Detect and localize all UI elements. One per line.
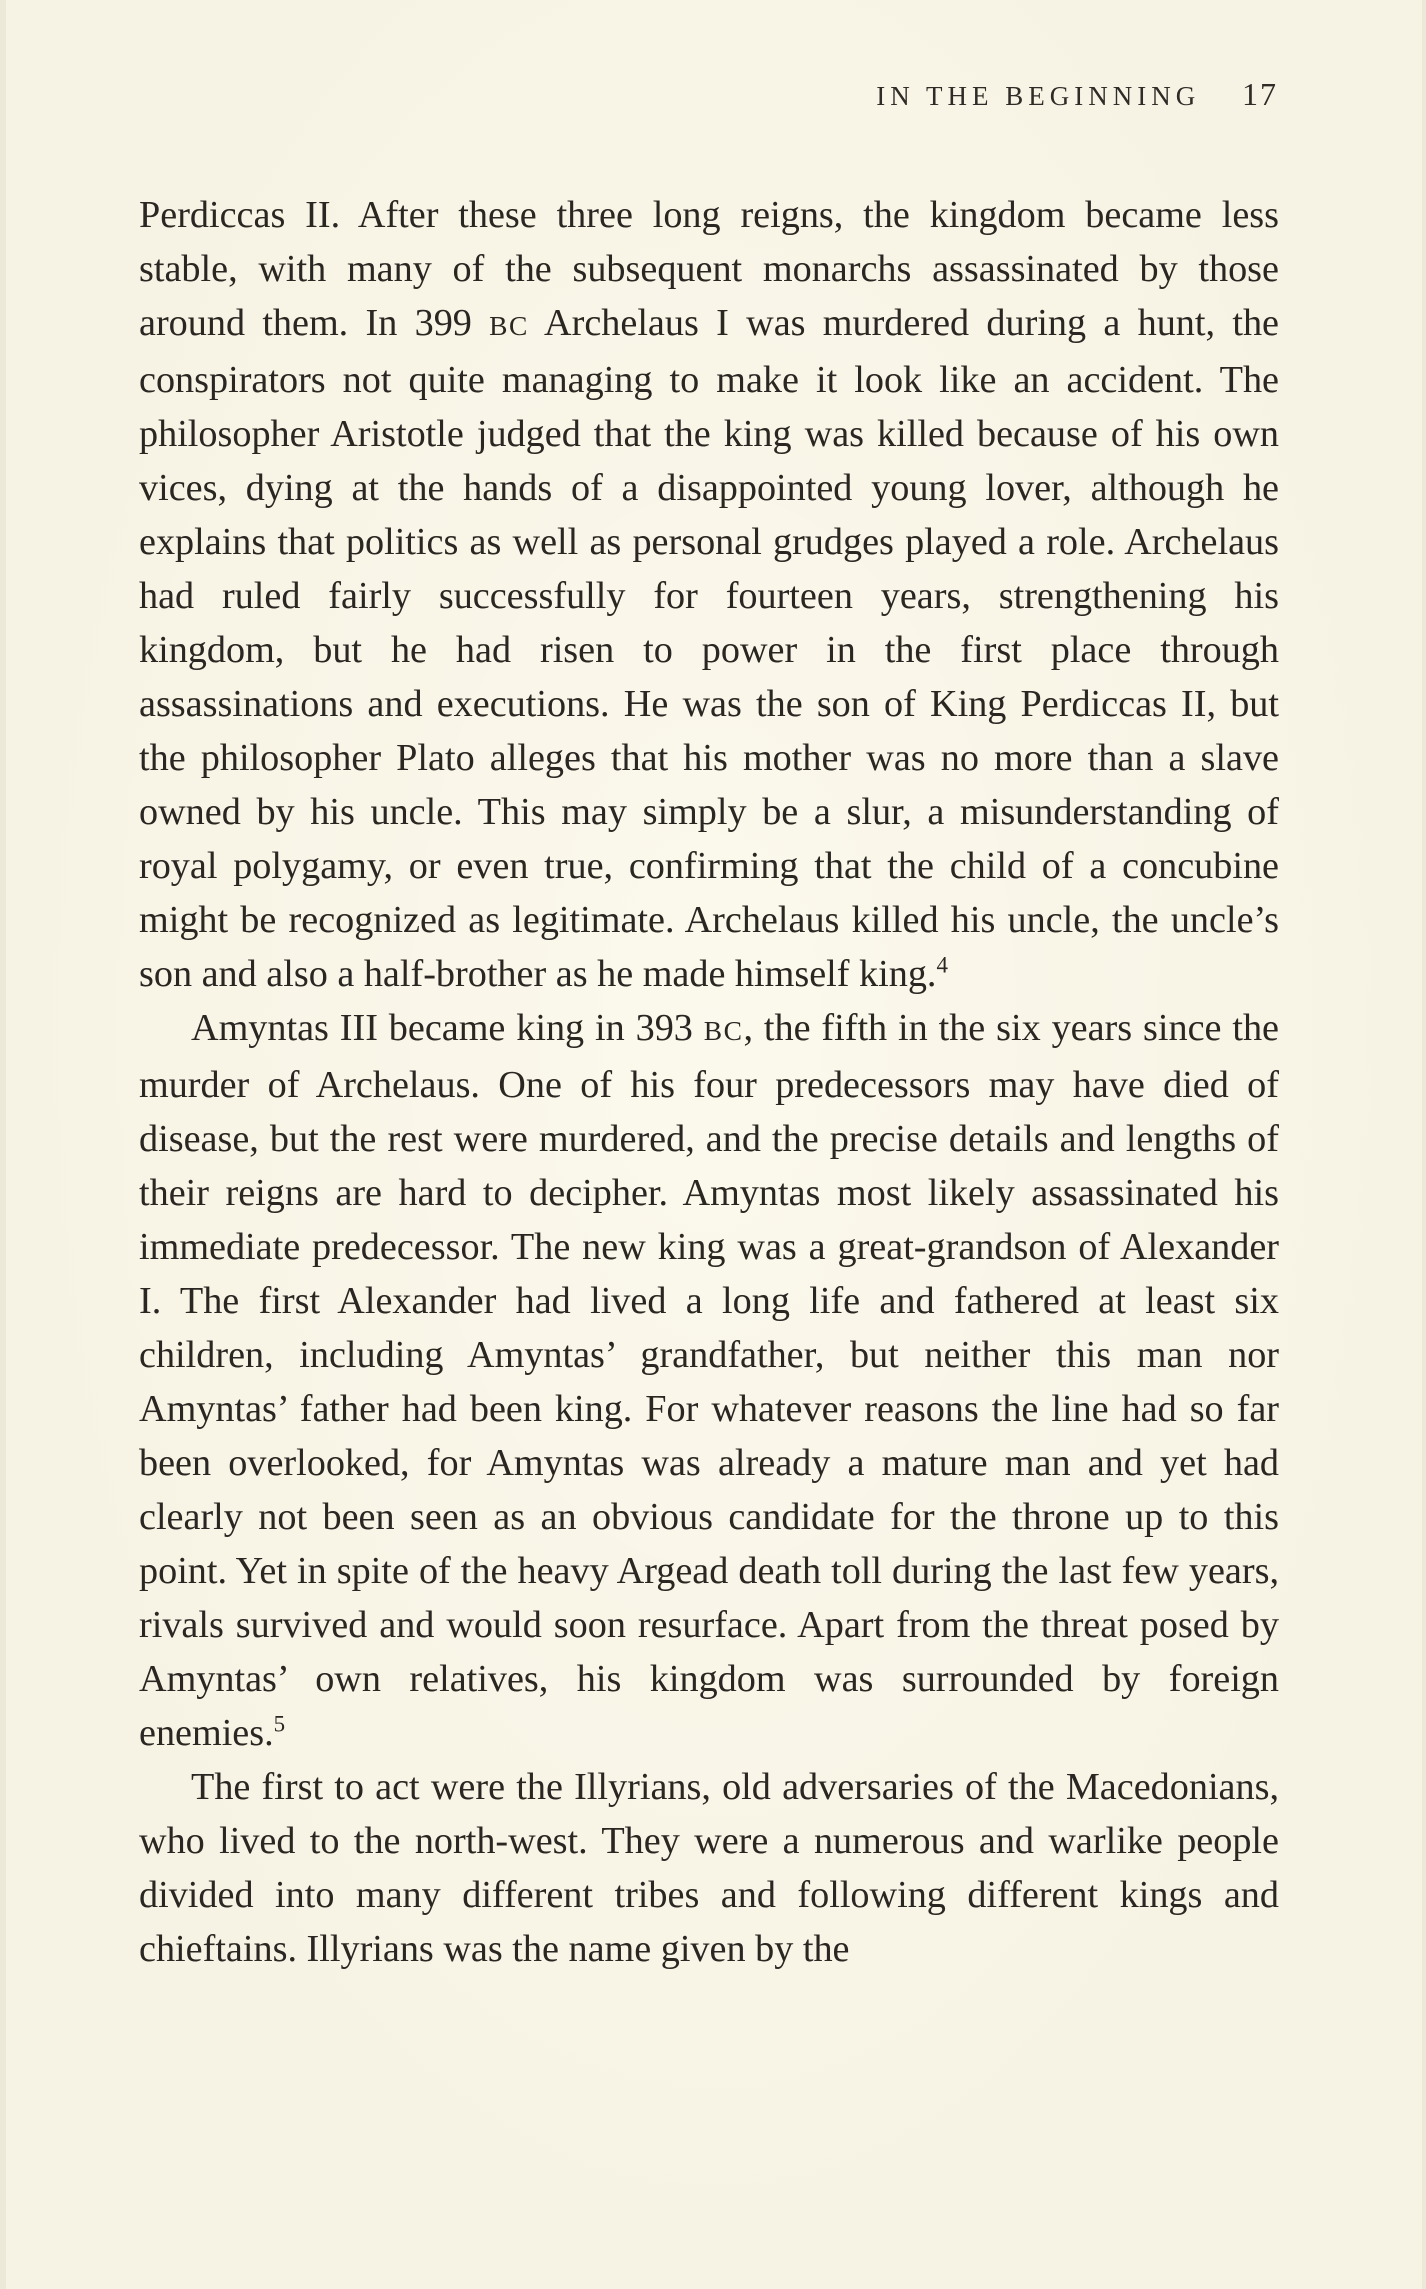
paragraph-1 [139,188,1279,1001]
paragraph-3 [139,1760,1279,1976]
footnote-marker: 4 [936,952,948,978]
running-head-title: IN THE BEGINNING [876,81,1201,111]
scan-shadow-left [0,0,6,2289]
text-segment: The first to act were the Illyrians, old adversaries of the Macedonians, who lived to the north-west. They were a numerous and warlike people divided into many different tribes and following different kings and chieftains. Illyrians was the name given by the [139,1766,1279,1970]
footnote-marker: 5 [273,1711,286,1737]
text-segment: Amyntas III became king in 393 [191,1007,704,1049]
page-number: 17 [1242,76,1278,112]
era-abbreviation: BC [703,1015,744,1046]
paragraph-2 [139,1001,1279,1760]
scan-shadow-right [1422,0,1426,2289]
text-segment: Archelaus I was murdered during a hunt, the conspirators not quite managing to make it look like an accident. The philosopher Aristotle judged that the king was killed because of his own vices, dying at the hands of a disappointed young lover, although he explains that politics as well as personal grudges played a role. Archelaus had ruled fairly successfully for fourteen years, strengthening his kingdom, but he had risen to power in the first place through assassinations and executions. He was the son of King Perdiccas II, but the philosopher Plato alleges that his mother was no more than a slave owned by his uncle. This may simply be a slur, a misunderstanding of royal polygamy, or even true, confirming that the child of a concubine might be recognized as legitimate. Archelaus killed his uncle, the uncle’s son and also a half-brother as he made himself king. [139,302,1279,995]
running-head [876,76,1278,113]
body-text [139,188,1279,1976]
era-abbreviation: BC [489,310,529,341]
text-segment: Perdiccas II. After these three long reigns, the kingdom became less stable, with many of the subsequent monarchs assassinated by those around them. In 399 [139,194,1279,344]
text-segment: , the fifth in the six years since the murder of Archelaus. One of his four predecessors may have died of disease, but the rest were murdered, and the precise details and lengths of their reigns are hard to decipher. Amyntas most likely assassinated his immediate predecessor. The new king was a great-grandson of Alexander I. The first Alexander had lived a long life and fathered at least six children, including Amyntas’ grandfather, but neither this man nor Amyntas’ father had been king. For whatever reasons the line had so far been overlooked, for Amyntas was already a mature man and yet had clearly not been seen as an obvious candidate for the throne up to this point. Yet in spite of the heavy Argead death toll during the last few years, rivals survived and would soon resurface. Apart from the threat posed by Amyntas’ own relatives, his kingdom was surrounded by foreign enemies. [139,1007,1279,1754]
